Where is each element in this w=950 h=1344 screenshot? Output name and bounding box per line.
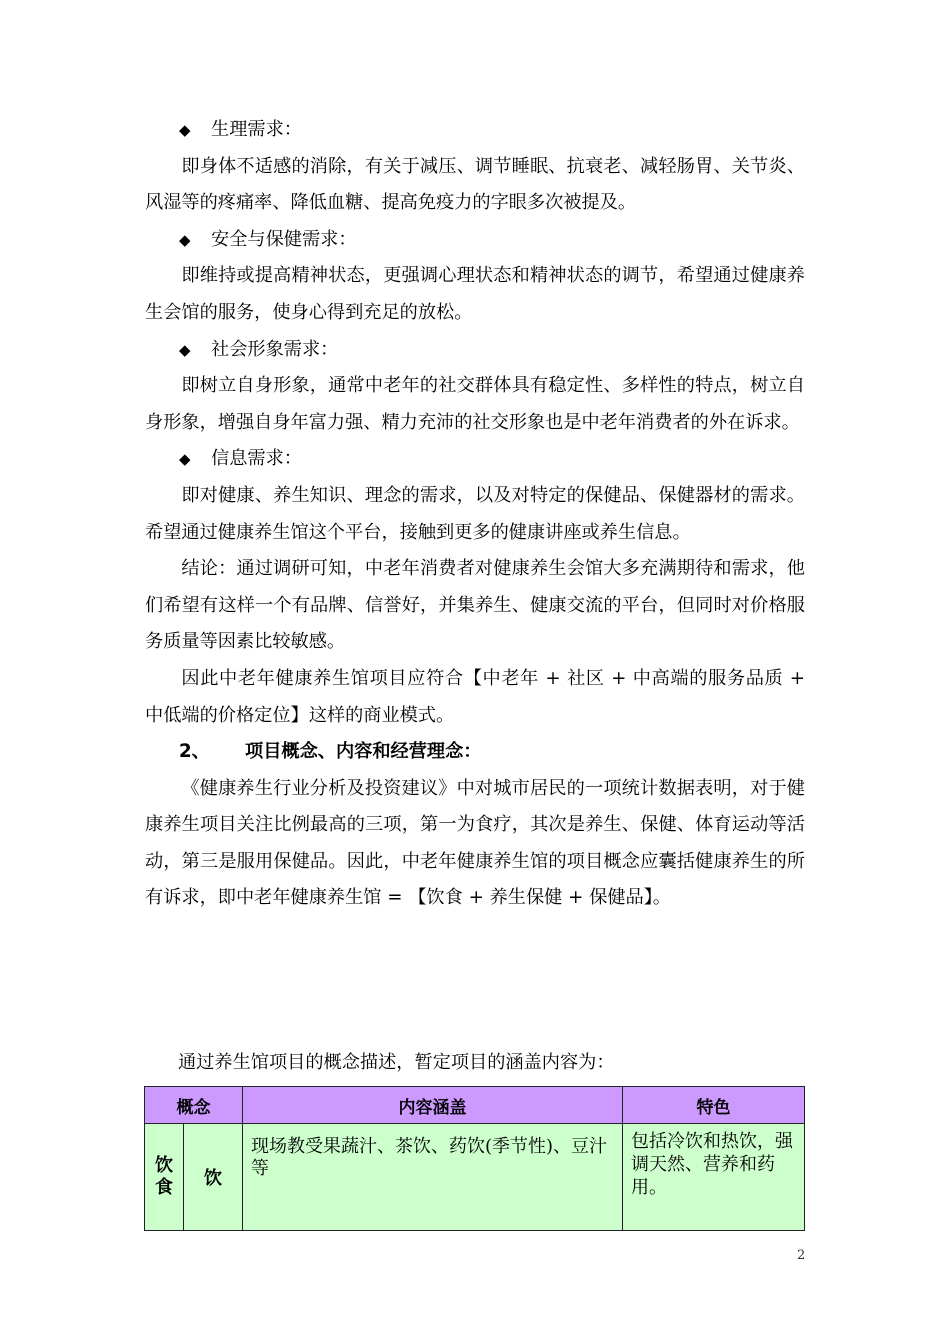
page-number: 2 — [797, 1248, 806, 1263]
bullet-title: 生理需求： — [211, 119, 302, 140]
table-intro: 通过养生馆项目的概念描述，暂定项目的涵盖内容为： — [178, 1052, 615, 1073]
content-cell: 现场教受果蔬汁、茶饮、药饮(季节性)、豆汁等 — [243, 1124, 623, 1231]
category-cell — [145, 1124, 184, 1231]
table-header-row — [145, 1087, 805, 1124]
section-heading — [145, 734, 805, 771]
bullet-heading — [145, 112, 805, 149]
content-table — [144, 1086, 805, 1231]
header-concept: 概念 — [145, 1087, 243, 1124]
conclusion-paragraph: 结论：通过调研可知，中老年消费者对健康养生会馆大多充满期待和需求，他们希望有这样一个有品牌、信誉好，并集养生、健康交流的平台，但同时对价格服务质量等因素比较敏感。 — [145, 558, 805, 653]
bullet-heading — [145, 441, 805, 478]
document-body — [145, 112, 805, 917]
header-feature: 特色 — [623, 1087, 805, 1124]
diamond-bullet-icon: ◆ — [179, 340, 191, 359]
concept-paragraph: 《健康养生行业分析及投资建议》中对城市居民的一项统计数据表明，对于健康养生项目关注比例最高的三项，第一为食疗，其次是养生、保健、体育运动等活动，第三是服用保健品。因此，中老年健康养生馆的项目概念应囊括健康养生的所有诉求，即中老年健康养生馆 = 【饮食 + 养生保健 + 保健品】。 — [145, 777, 805, 909]
bullet-heading — [145, 222, 805, 259]
feature-cell: 包括冷饮和热饮，强调天然、营养和药用。 — [623, 1124, 805, 1231]
diamond-bullet-icon: ◆ — [179, 450, 191, 469]
category-text: 饮 食 — [155, 1155, 173, 1198]
bullet-title: 信息需求： — [211, 448, 302, 470]
paragraph: 即维持或提高精神状态，更强调心理状态和精神状态的调节，希望通过健康养生会馆的服务，使身心得到充足的放松。 — [145, 265, 805, 323]
diamond-bullet-icon: ◆ — [179, 230, 191, 249]
diamond-bullet-icon: ◆ — [179, 121, 191, 139]
paragraph: 即对健康、养生知识、理念的需求，以及对特定的保健品、保健器材的需求。希望通过健康养生馆这个平台，接触到更多的健康讲座或养生信息。 — [145, 484, 805, 543]
paragraph: 即树立自身形象，通常中老年的社交群体具有稳定性、多样性的特点，树立自身形象，增强自身年富力强、精力充沛的社交形象也是中老年消费者的外在诉求。 — [145, 375, 805, 433]
bullet-heading — [145, 332, 805, 369]
model-paragraph: 因此中老年健康养生馆项目应符合【中老年 + 社区 + 中高端的服务品质 + 中低端的价格定位】这样的商业模式。 — [145, 667, 805, 726]
section-number: 2、 — [179, 741, 210, 763]
bullet-title: 社会形象需求： — [211, 338, 339, 360]
bullet-title: 安全与保健需求： — [211, 228, 357, 250]
paragraph: 即身体不适感的消除，有关于减压、调节睡眠、抗衰老、减轻肠胃、关节炎、风湿等的疼痛率、降低血糖、提高免疫力的字眼多次被提及。 — [145, 155, 805, 214]
subcategory-cell: 饮 — [184, 1124, 243, 1231]
table-row — [145, 1124, 805, 1231]
header-content: 内容涵盖 — [243, 1087, 623, 1124]
section-title: 项目概念、内容和经营理念： — [245, 741, 482, 763]
